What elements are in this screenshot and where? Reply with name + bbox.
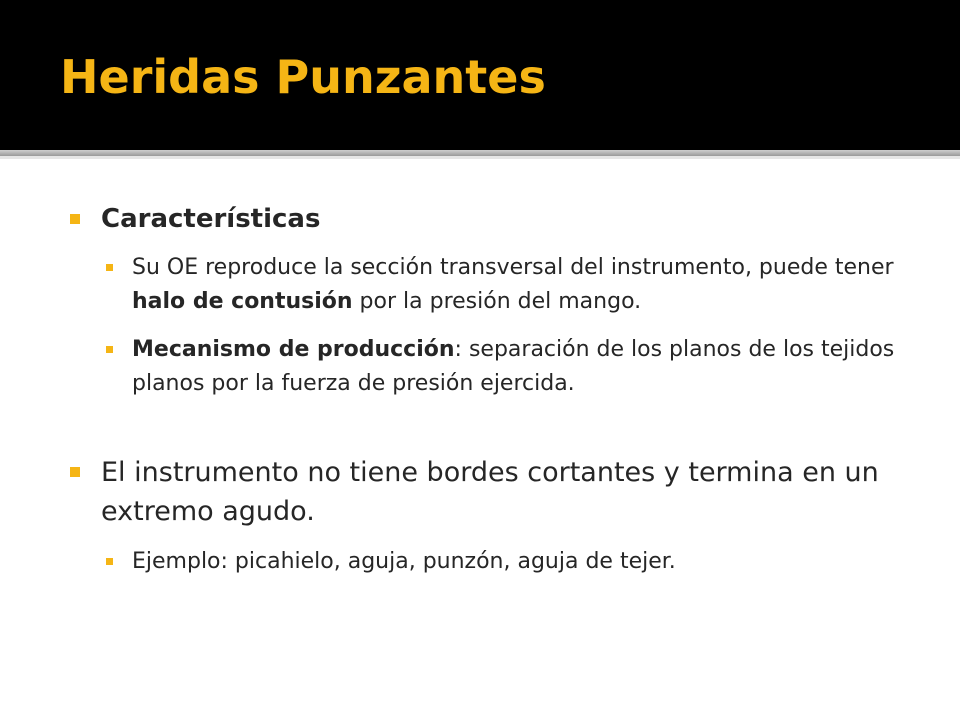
bullet-heading-text: Características xyxy=(101,204,321,234)
square-bullet-icon xyxy=(106,558,113,565)
square-bullet-icon xyxy=(70,467,80,477)
square-bullet-icon xyxy=(106,264,113,271)
sub-bullet-oe xyxy=(106,251,920,319)
sub-bullet-bold-text: Mecanismo de producción xyxy=(132,337,455,362)
square-bullet-icon xyxy=(70,214,80,224)
slide-title: Heridas Punzantes xyxy=(60,50,546,104)
sub-bullet-mecanismo xyxy=(106,333,920,401)
bullet-instrumento xyxy=(70,453,920,531)
square-bullet-icon xyxy=(106,346,113,353)
bullet-caracteristicas xyxy=(70,200,920,239)
sub-bullet-bold-text: halo de contusión xyxy=(132,289,353,314)
sub-bullet-ejemplo xyxy=(106,545,920,579)
title-divider-highlight xyxy=(0,156,960,159)
sub-bullet-text: Su OE reproduce la sección transversal del instrumento, puede tener xyxy=(132,255,894,280)
sub-bullet-text: Ejemplo: picahielo, aguja, punzón, aguja de tejer. xyxy=(132,549,676,574)
sub-bullet-text-end: por la presión del mango. xyxy=(352,289,642,314)
sub-bullet-text: : separación de los planos de los tejidos planos por la fuerza de presión ejercida. xyxy=(132,337,895,396)
slide-body xyxy=(70,200,920,579)
bullet-text: El instrumento no tiene bordes cortantes y termina en un extremo agudo. xyxy=(101,457,879,527)
